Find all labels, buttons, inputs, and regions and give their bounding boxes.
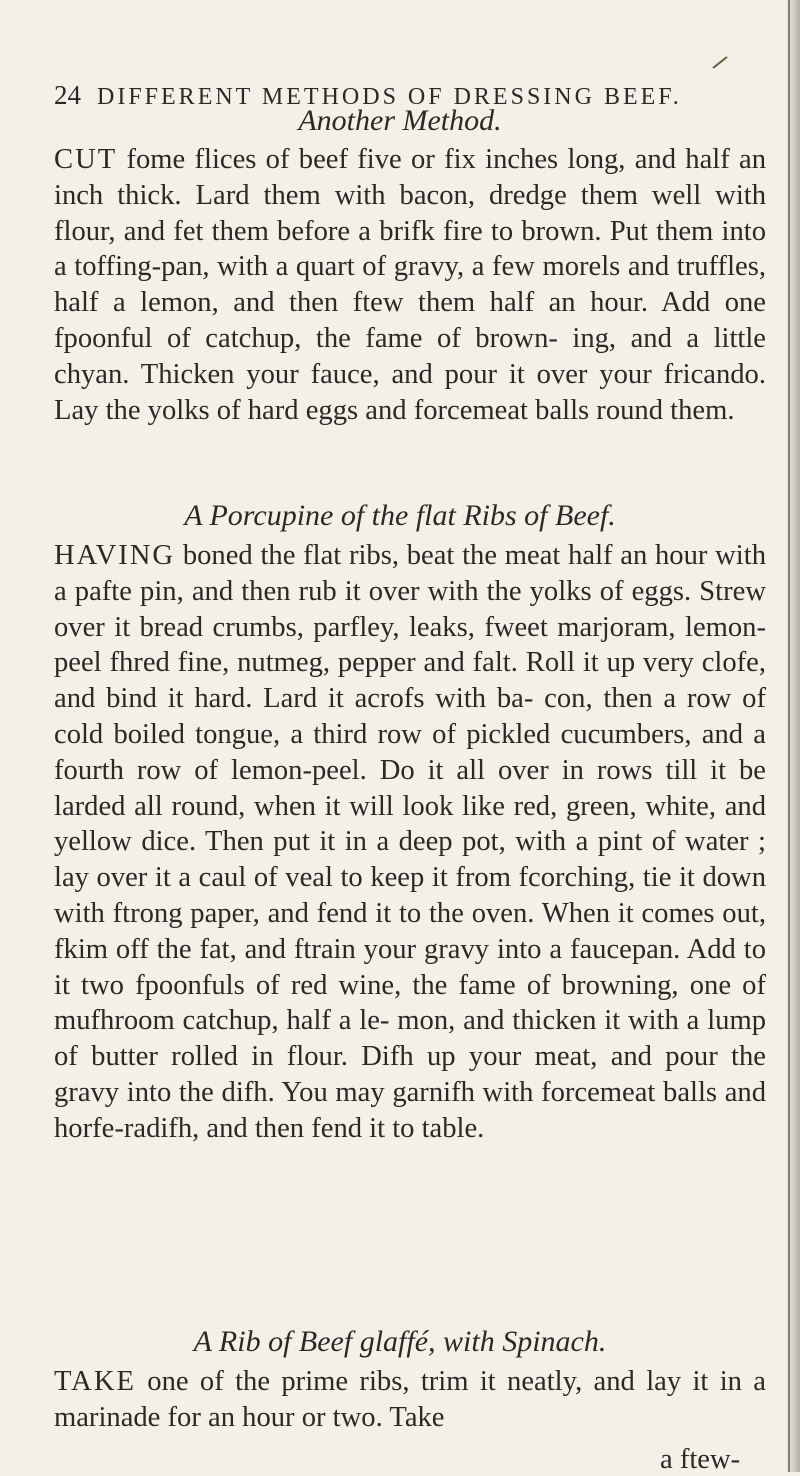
section-title: Another Method. — [298, 104, 502, 137]
section-title: A Rib of Beef glaffé, with Spinach. — [193, 1325, 607, 1358]
section-lead-word: CUT — [54, 144, 118, 175]
section-text: one of the prime ribs, trim it neatly, and lay it in a marinade for an hour or two. Take — [54, 1366, 766, 1433]
section-text: fome flices of beef five or fix inches long, and half an inch thick. Lard them with bacon, dredge them well with flour, and fet them before a brifk fire to brown. Put them into a toffing-pan, with a quart of gravy, a few morels and truffles, half a lemon, and then ftew them half an hour. Add one fpoonful of catchup, the fame of brown- ing, and a little chyan. Thicken your fauce, and pour it over your fricando. Lay the yolks of hard eggs and forcemeat balls round them. — [54, 144, 766, 426]
section-body — [54, 538, 766, 1147]
section-text: boned the flat ribs, beat the meat half an hour with a pafte pin, and then rub it over with the yolks of eggs. Strew over it bread crumbs, parfley, leaks, fweet marjoram, lemon-peel fhred fine, nutmeg, pepper and falt. Roll it up very clofe, and bind it hard. Lard it acrofs with ba- con, then a row of cold boiled tongue, a third row of pickled cucumbers, and a fourth row of lemon-peel. Do it all over in rows till it be larded all round, when it will look like red, green, white, and yellow dice. Then put it in a deep pot, with a pint of water ; lay over it a caul of veal to keep it from fcorching, tie it down with ftrong paper, and fend it to the oven. When it comes out, fkim off the fat, and ftrain your gravy into a faucepan. Add to it two fpoonfuls of red wine, the fame of browning, one of mufhroom catchup, half a le- mon, and thicken it with a lump of butter rolled in flour. Difh up your meat, and pour the gravy into the difh. You may garnifh with forcemeat balls and horfe-radifh, and then fend it to table. — [54, 540, 766, 1144]
running-head: DIFFERENT METHODS OF DRESSING BEEF. — [97, 84, 682, 110]
catchword: a ftew- — [660, 1444, 741, 1475]
section-title: A Porcupine of the flat Ribs of Beef. — [184, 499, 616, 532]
section-body — [54, 1364, 766, 1436]
pencil-mark-icon — [712, 54, 728, 70]
section-body — [54, 142, 766, 428]
page-edge-line — [788, 0, 790, 1472]
page-number: 24 — [54, 80, 81, 110]
section-lead-word: HAVING — [54, 540, 176, 571]
section-lead-word: TAKE — [54, 1366, 136, 1397]
